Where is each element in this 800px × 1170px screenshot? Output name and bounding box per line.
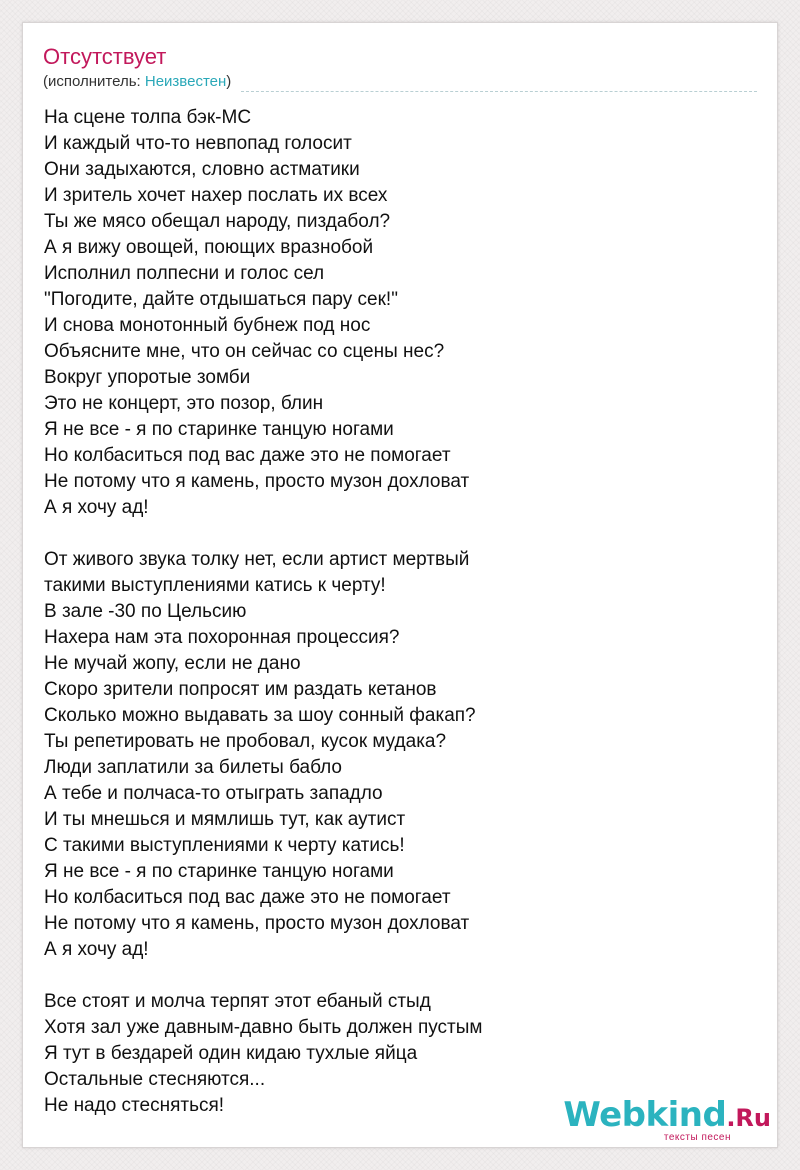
lyric-line: Объясните мне, что он сейчас со сцены нес? xyxy=(44,341,445,362)
lyric-line: Я тут в бездарей один кидаю тухлые яйца xyxy=(44,1043,418,1064)
artist-link[interactable]: Неизвестен xyxy=(144,73,227,90)
lyric-line: От живого звука толку нет, если артист мертвый xyxy=(44,549,470,570)
logo-tld: .Ru xyxy=(726,1104,771,1132)
lyric-line: Это не концерт, это позор, блин xyxy=(44,393,324,414)
verse-2 xyxy=(44,547,744,963)
verse-1 xyxy=(44,105,744,521)
lyrics-card xyxy=(22,22,778,1148)
lyric-line: И снова монотонный бубнеж под нос xyxy=(44,315,371,336)
artist-prefix: (исполнитель: xyxy=(43,73,145,90)
lyric-line: Они задыхаются, словно астматики xyxy=(44,159,360,180)
song-title: Отсутствует xyxy=(43,44,167,69)
site-logo[interactable] xyxy=(563,1097,771,1143)
lyric-line: А я хочу ад! xyxy=(44,497,149,518)
lyric-line: На сцене толпа бэк-МС xyxy=(44,107,252,128)
artist-suffix: ) xyxy=(226,73,232,90)
lyric-line: С такими выступлениями к черту катись! xyxy=(44,835,405,856)
lyric-line: В зале -30 по Цельсию xyxy=(44,601,247,622)
lyric-line: Не мучай жопу, если не дано xyxy=(44,653,301,674)
lyric-line: Ты репетировать не пробовал, кусок мудака? xyxy=(44,731,447,752)
title-divider xyxy=(241,91,757,92)
lyric-line: Нахера нам эта похоронная процессия? xyxy=(44,627,400,648)
lyric-line: Вокруг упоротые зомби xyxy=(44,367,251,388)
lyrics-body xyxy=(44,105,744,1119)
lyric-line: Скоро зрители попросят им раздать кетанов xyxy=(44,679,437,700)
logo-tagline: тексты песен xyxy=(663,1132,731,1143)
lyric-line: А я хочу ад! xyxy=(44,939,149,960)
verse-gap xyxy=(44,521,744,547)
lyric-line: Сколько можно выдавать за шоу сонный факап? xyxy=(44,705,476,726)
lyric-line: такими выступлениями катись к черту! xyxy=(44,575,386,596)
lyric-line: И каждый что-то невпопад голосит xyxy=(44,133,352,154)
lyric-line: Но колбаситься под вас даже это не помогает xyxy=(44,445,451,466)
lyric-line: А я вижу овощей, поющих вразнобой xyxy=(44,237,374,258)
lyric-line: Но колбаситься под вас даже это не помогает xyxy=(44,887,451,908)
lyric-line: Остальные стесняются... xyxy=(44,1069,266,1090)
lyric-line: "Погодите, дайте отдышаться пару сек!" xyxy=(44,289,398,310)
logo-name: Webkind xyxy=(563,1095,727,1135)
artist-line xyxy=(43,73,231,91)
lyric-line: Все стоят и молча терпят этот ебаный стыд xyxy=(44,991,431,1012)
lyric-line: Ты же мясо обещал народу, пиздабол? xyxy=(44,211,391,232)
lyric-line: Хотя зал уже давным-давно быть должен пустым xyxy=(44,1017,483,1038)
lyric-line: Я не все - я по старинке танцую ногами xyxy=(44,861,394,882)
lyric-line: Не потому что я камень, просто музон дохловат xyxy=(44,471,470,492)
logo-wordmark xyxy=(563,1097,771,1136)
verse-gap xyxy=(44,963,744,989)
lyric-line: И зритель хочет нахер послать их всех xyxy=(44,185,388,206)
lyric-line: Исполнил полпесни и голос сел xyxy=(44,263,325,284)
lyric-line: Не надо стесняться! xyxy=(44,1095,225,1116)
lyric-line: А тебе и полчаса-то отыграть западло xyxy=(44,783,383,804)
lyric-line: Люди заплатили за билеты бабло xyxy=(44,757,342,778)
lyric-line: Я не все - я по старинке танцую ногами xyxy=(44,419,394,440)
lyric-line: И ты мнешься и мямлишь тут, как аутист xyxy=(44,809,406,830)
lyric-line: Не потому что я камень, просто музон дохловат xyxy=(44,913,470,934)
